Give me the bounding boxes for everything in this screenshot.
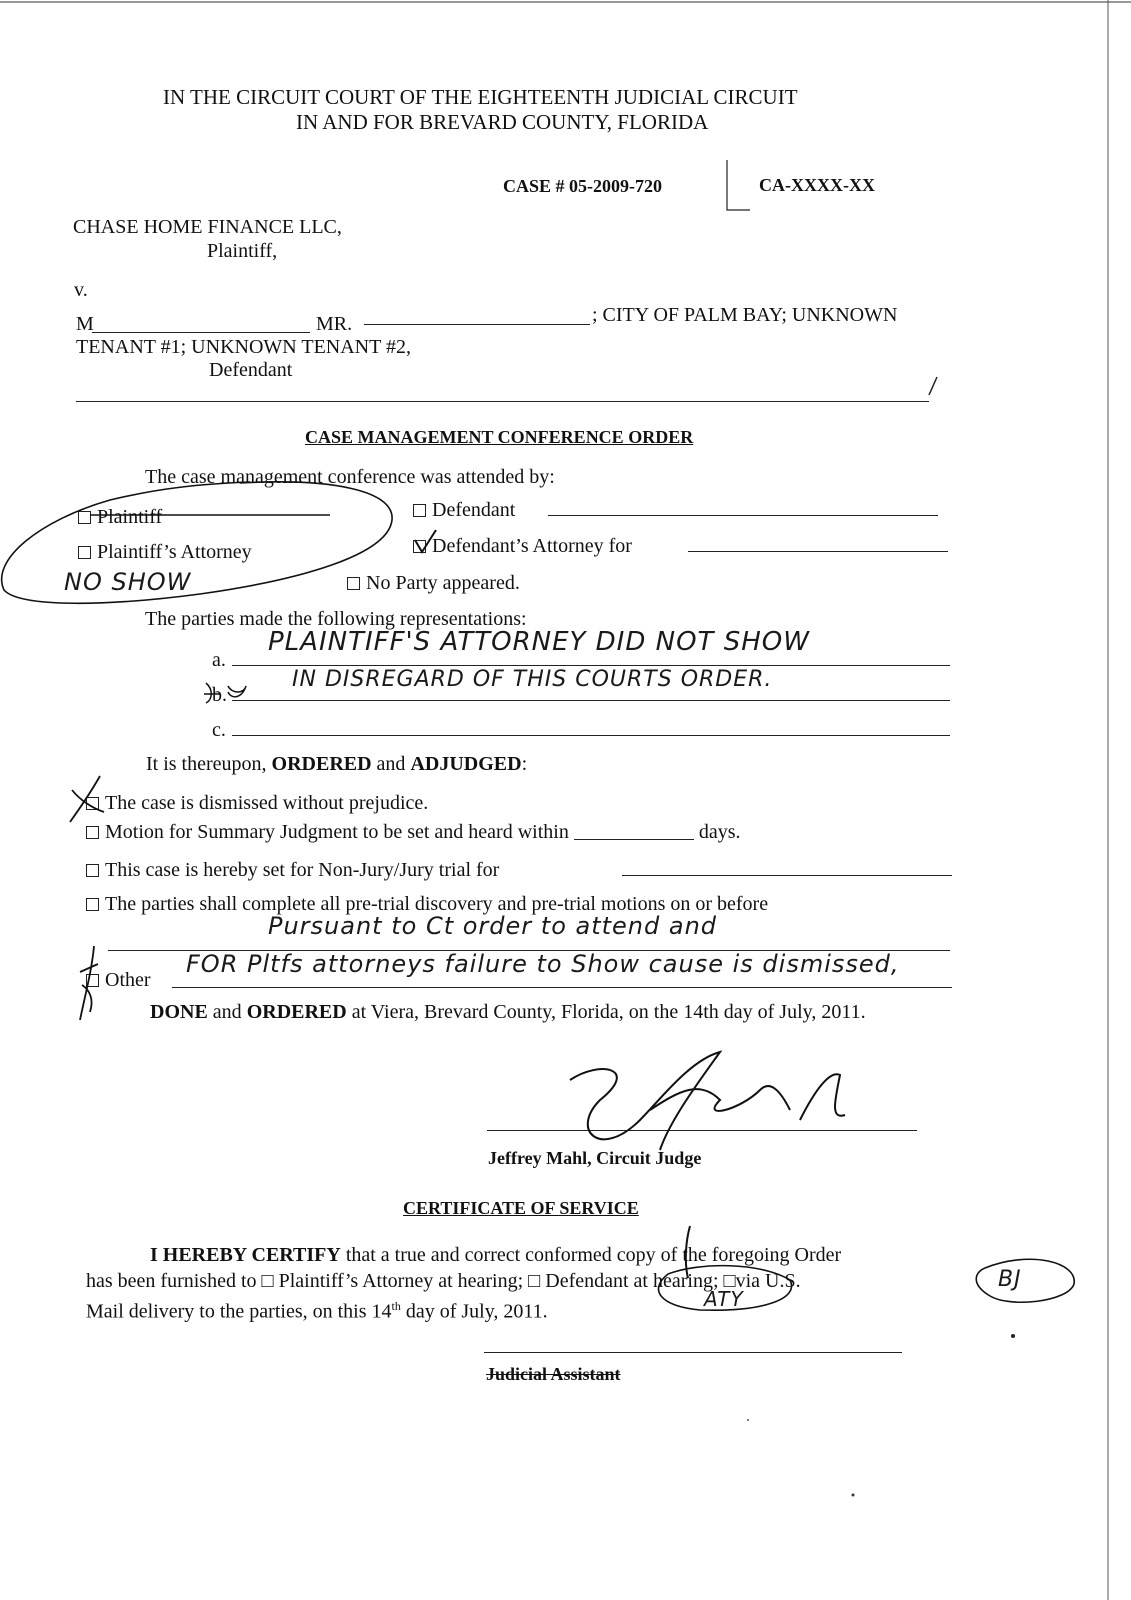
option-plaintiff-attorney-label: Plaintiff’s Attorney bbox=[97, 541, 252, 563]
colon-text: : bbox=[521, 753, 528, 775]
certify-lead: I HEREBY CERTIFY bbox=[150, 1244, 341, 1266]
handwritten-no-show: NO SHOW bbox=[64, 568, 192, 596]
court-header-line-2: IN AND FOR BREVARD COUNTY, FLORIDA bbox=[296, 110, 709, 134]
defendant-m: M bbox=[76, 313, 94, 335]
caption-end-slash bbox=[929, 377, 937, 395]
certificate-line-3-a: Mail delivery to the parties, on this 14 bbox=[86, 1300, 392, 1323]
judge-name: Jeffrey Mahl, Circuit Judge bbox=[488, 1148, 702, 1168]
plaintiff-checkbox bbox=[78, 511, 91, 524]
case-number-prefix: CASE # 05-2009-720 bbox=[503, 176, 663, 196]
option-no-party bbox=[347, 571, 520, 595]
summary-judgment-checkbox bbox=[86, 826, 99, 839]
defendant-attorney-blank-line bbox=[688, 551, 948, 552]
option-summary-b-label: days. bbox=[698, 821, 741, 843]
option-other bbox=[86, 968, 151, 992]
handwritten-initials: BJ bbox=[998, 1267, 1022, 1292]
other-blank-line bbox=[172, 987, 952, 988]
handwritten-rep-b: IN DISREGARD OF THIS COURTS ORDER. bbox=[292, 667, 773, 692]
certificate-line-1 bbox=[150, 1243, 841, 1267]
dismissed-checkbox bbox=[86, 797, 99, 810]
plaintiff-name: CHASE HOME FINANCE LLC, bbox=[73, 216, 342, 238]
case-number-suffix: CA-XXXX-XX bbox=[759, 175, 875, 195]
rep-c-label: c. bbox=[212, 719, 226, 741]
option-other-label: Other bbox=[105, 969, 151, 991]
assistant-signature-line bbox=[484, 1352, 902, 1353]
judge-signature-scribble bbox=[570, 1052, 845, 1150]
rep-c-line bbox=[232, 735, 950, 736]
plaintiff-attorney-checkbox bbox=[78, 546, 91, 559]
certificate-line-3-b: day of July, 2011. bbox=[405, 1300, 548, 1323]
done-text: DONE bbox=[150, 1001, 208, 1023]
caption-divider-line bbox=[76, 401, 929, 402]
summary-days-blank bbox=[574, 839, 694, 840]
defendant-mr: MR. bbox=[316, 313, 353, 335]
judge-signature-line bbox=[487, 1130, 917, 1131]
certificate-line-3 bbox=[86, 1294, 548, 1324]
initials-circle bbox=[976, 1259, 1074, 1302]
certificate-line-1-rest: that a true and correct conformed copy of the foregoing Order bbox=[345, 1244, 842, 1266]
judicial-assistant-label: Judicial Assistant bbox=[486, 1364, 621, 1384]
court-header-line-1: IN THE CIRCUIT COURT OF THE EIGHTEENTH JUDICIAL CIRCUIT bbox=[163, 85, 798, 109]
option-plaintiff-label: Plaintiff bbox=[97, 506, 163, 528]
option-defendant-attorney bbox=[413, 534, 632, 558]
defendant-checkbox bbox=[413, 504, 426, 517]
thereupon-text: It is thereupon, bbox=[146, 753, 267, 775]
defendant-attorney-checkbox bbox=[413, 540, 426, 553]
redacted-name-line-2 bbox=[364, 324, 590, 325]
attended-intro: The case management conference was attended by: bbox=[145, 466, 555, 488]
option-defendant-attorney-label: Defendant’s Attorney for bbox=[432, 535, 632, 557]
defendants-line-1-tail: ; CITY OF PALM BAY; UNKNOWN bbox=[592, 304, 898, 326]
option-dismissed-label: The case is dismissed without prejudice. bbox=[105, 792, 429, 814]
option-trial bbox=[86, 858, 499, 882]
option-dismissed bbox=[86, 791, 428, 815]
ink-speck bbox=[1011, 1334, 1015, 1338]
option-summary-judgment bbox=[86, 820, 741, 844]
handwritten-other-line-2: FOR Pltfs attorneys failure to Show cause is dismissed, bbox=[186, 950, 900, 978]
option-summary-a-label: Motion for Summary Judgment to be set and heard within bbox=[105, 821, 569, 843]
trial-blank-line bbox=[622, 875, 952, 876]
discovery-checkbox bbox=[86, 898, 99, 911]
handwritten-rep-a: PLAINTIFF'S ATTORNEY DID NOT SHOW bbox=[268, 627, 810, 657]
adjudged-text: ADJUDGED bbox=[410, 753, 522, 775]
handwritten-aty: ATY bbox=[704, 1287, 744, 1311]
ink-speck bbox=[852, 1494, 855, 1497]
other-checkbox bbox=[86, 974, 99, 987]
ordered-adjudged-line bbox=[146, 752, 527, 776]
option-defendant-label: Defendant bbox=[432, 499, 516, 521]
done-location-date-text: at Viera, Brevard County, Florida, on the 14th day of July, 2011. bbox=[351, 1001, 866, 1023]
certificate-line-3-sup: th bbox=[391, 1299, 401, 1313]
done-and-text: and bbox=[212, 1001, 242, 1023]
option-trial-label: This case is hereby set for Non-Jury/Jury trial for bbox=[105, 859, 500, 881]
option-defendant bbox=[413, 498, 515, 522]
option-plaintiff bbox=[78, 505, 162, 529]
rep-a-label: a. bbox=[212, 649, 226, 671]
rep-b-label: b. bbox=[212, 684, 227, 706]
no-party-checkbox bbox=[347, 577, 360, 590]
order-title: CASE MANAGEMENT CONFERENCE ORDER bbox=[305, 427, 694, 447]
done-ordered-text: ORDERED bbox=[246, 1001, 347, 1023]
redacted-name-line-1 bbox=[92, 332, 310, 333]
trial-checkbox bbox=[86, 864, 99, 877]
defendant-blank-line bbox=[548, 515, 938, 516]
and-text: and bbox=[376, 753, 406, 775]
versus-label: v. bbox=[74, 279, 88, 301]
handwritten-other-line-1: Pursuant to Ct order to attend and bbox=[268, 912, 718, 940]
option-no-party-label: No Party appeared. bbox=[366, 572, 520, 594]
rep-b-line bbox=[232, 700, 950, 701]
case-box-mark bbox=[727, 160, 750, 210]
certificate-line-2: has been furnished to □ Plaintiff’s Attorney at hearing; □ Defendant at hearing; □via U.S. bbox=[86, 1270, 801, 1292]
rep-a-line bbox=[232, 665, 950, 666]
ink-speck bbox=[747, 1419, 749, 1421]
representations-intro: The parties made the following representations: bbox=[145, 608, 527, 630]
defendants-line-2: TENANT #1; UNKNOWN TENANT #2, bbox=[76, 336, 411, 358]
plaintiff-label: Plaintiff, bbox=[207, 240, 278, 262]
option-discovery-label: The parties shall complete all pre-trial discovery and pre-trial motions on or before bbox=[105, 893, 769, 915]
option-plaintiff-attorney bbox=[78, 540, 252, 564]
done-ordered-line bbox=[150, 1000, 866, 1024]
certificate-title: CERTIFICATE OF SERVICE bbox=[403, 1198, 639, 1218]
defendant-label: Defendant bbox=[209, 359, 293, 381]
ordered-text: ORDERED bbox=[271, 753, 372, 775]
